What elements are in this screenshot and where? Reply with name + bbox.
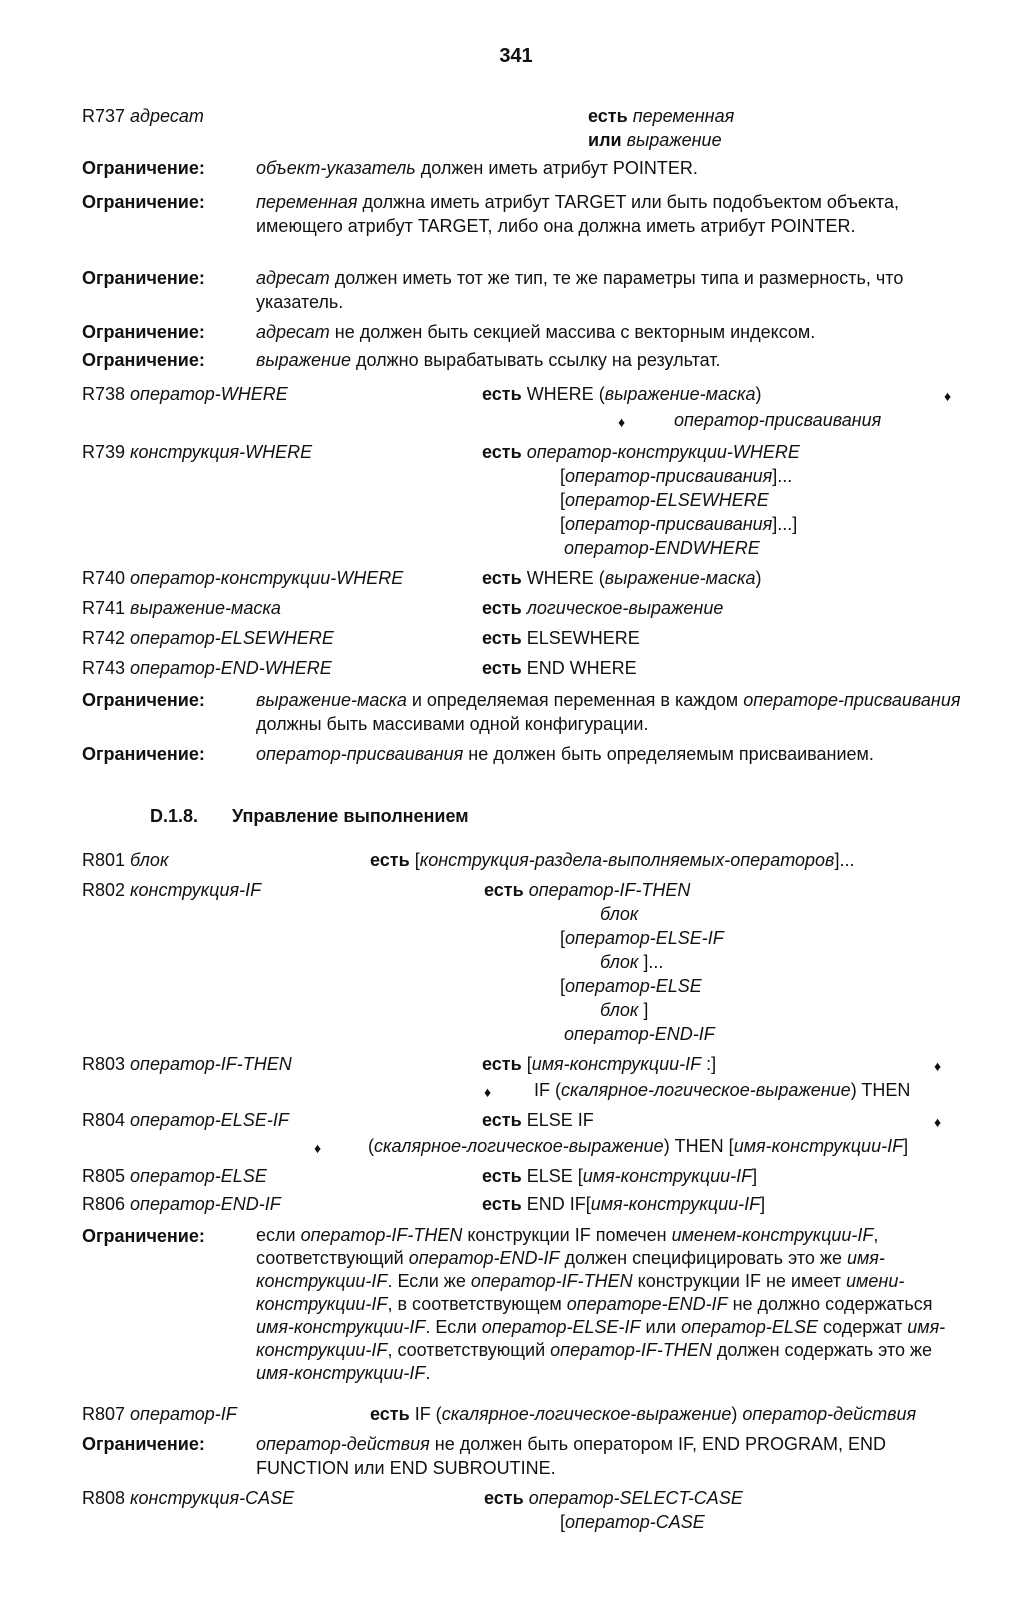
page-number: 341 <box>499 45 533 67</box>
constraint-label: Ограничение: <box>82 1226 205 1246</box>
keyword-est: есть <box>482 658 522 678</box>
continuation-diamond: ♦ <box>944 388 952 404</box>
rule-r739-rhs-line <box>560 512 797 536</box>
text: конструкции IF помечен <box>462 1225 672 1245</box>
rule-name: конструкция-WHERE <box>130 442 313 462</box>
rule-r739-rhs-line <box>560 488 769 512</box>
rule-r742-rhs <box>482 626 640 650</box>
continuation-diamond: ♦ <box>314 1140 322 1156</box>
text: не должен быть секцией массива с векторным индексом. <box>329 322 816 342</box>
bracket: ] <box>760 1194 766 1214</box>
bracket: [ <box>526 1054 532 1074</box>
rule-id: R807 <box>82 1404 126 1424</box>
rule-r738-rhs <box>482 382 762 406</box>
rule-id: R737 <box>82 106 126 126</box>
bracket: ] <box>903 1136 909 1156</box>
continuation-diamond: ♦ <box>618 414 626 430</box>
rule-r802-lhs <box>82 878 261 902</box>
keyword-est: есть <box>482 1054 522 1074</box>
constraint-label: Ограничение: <box>82 744 205 764</box>
term: операторе-присваивания <box>743 690 961 710</box>
rhs-term: выражение-маска <box>604 568 756 588</box>
rule-r740-rhs <box>482 566 762 590</box>
rule-r743-rhs <box>482 656 637 680</box>
constraint-label: Ограничение: <box>82 350 205 370</box>
constraint-text <box>256 1432 966 1480</box>
rule-id: R802 <box>82 880 126 900</box>
constraint-label: Ограничение: <box>82 690 205 710</box>
rhs-term: скалярное-логическое-выражение <box>561 1080 851 1100</box>
bracket: ] <box>638 1000 649 1020</box>
rhs-part: ( <box>368 1136 374 1156</box>
bracket: ]... <box>834 850 855 870</box>
term: оператор-IF-THEN <box>470 1271 633 1291</box>
keyword-est: есть <box>484 1488 524 1508</box>
constraint-label: Ограничение: <box>82 1434 205 1454</box>
term: имя-конструкции-IF <box>256 1248 885 1291</box>
rule-r739-rhs-line: оператор-ENDWHERE <box>564 538 760 558</box>
rule-r802-rhs <box>484 878 690 902</box>
rhs-term: имя-конструкции-IF <box>733 1136 904 1156</box>
rule-r803-rhs-cont <box>534 1078 910 1102</box>
rule-id: R740 <box>82 568 126 588</box>
rhs-part: ) <box>755 384 762 404</box>
rhs-term: оператор-IF-THEN <box>528 880 691 900</box>
text: , в соответствующем <box>387 1294 567 1314</box>
rule-name: блок <box>130 850 169 870</box>
rhs-term: оператор-ELSE-IF <box>565 928 724 948</box>
term: имя-конструкции-IF <box>256 1363 426 1383</box>
rule-id: R803 <box>82 1054 126 1074</box>
rule-r808-lhs <box>82 1486 294 1510</box>
term: операторе-END-IF <box>566 1294 728 1314</box>
term: имя-конструкции-IF <box>256 1317 946 1360</box>
rule-r739-rhs <box>482 440 800 464</box>
rhs-term: скалярное-логическое-выражение <box>374 1136 664 1156</box>
text: должен иметь атрибут POINTER. <box>415 158 698 178</box>
rule-id: R801 <box>82 850 126 870</box>
term: именем-конструкции-IF <box>671 1225 874 1245</box>
bracket: ]...] <box>772 514 798 534</box>
rule-name: оператор-WHERE <box>130 384 288 404</box>
section-number: D.1.8. <box>150 806 199 826</box>
rule-r806-lhs <box>82 1192 281 1216</box>
constraint-label: Ограничение: <box>82 322 205 342</box>
text: . <box>425 1363 431 1383</box>
rule-r802-rhs-line: блок <box>600 904 639 924</box>
rule-r738-rhs-cont: оператор-присваивания <box>674 410 882 430</box>
bracket: ]... <box>772 466 793 486</box>
continuation-diamond: ♦ <box>484 1084 492 1100</box>
rhs-part: ) <box>731 1404 743 1424</box>
text: , соответствующий <box>387 1340 551 1360</box>
rhs-term: оператор-ELSEWHERE <box>565 490 769 510</box>
rule-name: оператор-ELSE-IF <box>130 1110 289 1130</box>
text: или <box>640 1317 682 1337</box>
text: должен иметь тот же тип, те же параметры типа и размерность, что указатель. <box>256 268 904 312</box>
constraint-text <box>256 320 966 344</box>
bracket: ] <box>752 1166 758 1186</box>
rule-id: R808 <box>82 1488 126 1508</box>
constraint-label: Ограничение: <box>82 192 205 212</box>
rule-r802-rhs-line <box>560 974 702 998</box>
rhs-term: оператор-присваивания <box>565 466 773 486</box>
keyword-est: есть <box>482 1194 522 1214</box>
rule-name: конструкция-IF <box>130 880 262 900</box>
term: выражение-маска <box>256 690 407 710</box>
text: . Если же <box>387 1271 471 1291</box>
rule-r737-rhs1 <box>588 104 734 128</box>
rhs-part: END IF[ <box>526 1194 591 1214</box>
keyword-est: есть <box>482 442 522 462</box>
term: адресат <box>256 322 330 342</box>
term: оператор-IF-THEN <box>300 1225 463 1245</box>
constraint-text <box>256 1224 966 1385</box>
rule-rhs: выражение <box>626 130 722 150</box>
term: имя-конструкции-IF <box>256 1317 426 1337</box>
text: не должно содержаться <box>727 1294 933 1314</box>
keyword-est: есть <box>482 1166 522 1186</box>
rhs-term: имя-конструкции-IF <box>590 1194 761 1214</box>
text: если <box>256 1225 301 1245</box>
rule-id: R738 <box>82 384 126 404</box>
keyword-est: есть <box>370 850 410 870</box>
rule-r803-lhs <box>82 1052 292 1076</box>
rule-r802-rhs-line <box>600 950 663 974</box>
rhs-part: ) THEN <box>850 1080 911 1100</box>
rule-r807-lhs <box>82 1402 237 1426</box>
bracket: [ <box>560 1512 566 1532</box>
rule-r737-lhs <box>82 104 204 128</box>
rhs-part: WHERE ( <box>526 384 605 404</box>
bracket: [ <box>560 466 566 486</box>
rule-id: R804 <box>82 1110 126 1130</box>
constraint-text <box>256 156 966 180</box>
rule-r802-rhs-line: оператор-END-IF <box>564 1024 715 1044</box>
rule-name: конструкция-CASE <box>130 1488 295 1508</box>
rule-id: R743 <box>82 658 126 678</box>
text: , соответствующий <box>256 1225 879 1268</box>
keyword-est: есть <box>482 568 522 588</box>
text: конструкции IF не имеет <box>632 1271 847 1291</box>
term: оператор-IF-THEN <box>550 1340 712 1360</box>
text: должен содержать это же <box>711 1340 933 1360</box>
text: . Если <box>425 1317 482 1337</box>
rule-id: R805 <box>82 1166 126 1186</box>
term: адресат <box>256 268 330 288</box>
rule-r802-rhs-line <box>560 926 724 950</box>
text: и определяемая переменная в каждом <box>406 690 744 710</box>
constraint-text <box>256 348 966 372</box>
bracket: [ <box>560 976 566 996</box>
rule-r803-rhs <box>482 1052 716 1076</box>
rhs-term: скалярное-логическое-выражение <box>441 1404 732 1424</box>
bracket: [ <box>560 928 566 948</box>
rhs-term: имя-конструкции-IF <box>582 1166 753 1186</box>
rule-r739-lhs <box>82 440 312 464</box>
constraint-text <box>256 688 966 736</box>
rule-r808-rhs <box>484 1486 743 1510</box>
rule-name: оператор-IF-THEN <box>130 1054 292 1074</box>
keyword-est: есть <box>482 1110 522 1130</box>
text: не должен быть оператором IF, END PROGRAM, END FUNCTION или END SUBROUTINE. <box>256 1434 887 1478</box>
rhs-part: ) THEN [ <box>663 1136 734 1156</box>
term: имени-конструкции-IF <box>256 1271 905 1314</box>
rhs-part: ELSEWHERE <box>526 628 640 648</box>
rule-r741-lhs <box>82 596 281 620</box>
rule-id: R806 <box>82 1194 126 1214</box>
constraint-label: Ограничение: <box>82 268 205 288</box>
rhs-term: оператор-CASE <box>565 1512 705 1532</box>
term: объект-указатель <box>256 158 416 178</box>
text: должна иметь атрибут TARGET или быть подобъектом объекта, имеющего атрибут TARGET, либо она должна иметь атрибут POINTER. <box>256 192 899 236</box>
rhs-term: блок <box>600 952 639 972</box>
text: не должен быть определяемым присваиванием. <box>463 744 874 764</box>
rule-r742-lhs <box>82 626 334 650</box>
rule-id: R741 <box>82 598 126 618</box>
rule-r737-rhs2 <box>588 128 722 152</box>
term: оператор-END-IF <box>408 1248 560 1268</box>
rhs-part: END WHERE <box>526 658 637 678</box>
keyword-est: есть <box>482 384 522 404</box>
constraint-text <box>256 266 966 314</box>
rule-r743-lhs <box>82 656 332 680</box>
keyword-est: есть <box>370 1404 410 1424</box>
rhs-term: оператор-ELSE <box>565 976 702 996</box>
rule-r802-rhs-line <box>600 998 648 1022</box>
keyword-ili: или <box>588 130 622 150</box>
rhs-term: оператор-SELECT-CASE <box>528 1488 743 1508</box>
rule-r804-rhs-cont <box>368 1134 908 1158</box>
rule-name: оператор-END-IF <box>130 1194 281 1214</box>
rule-r741-rhs <box>482 596 723 620</box>
rule-name: оператор-конструкции-WHERE <box>130 568 404 588</box>
constraint-text <box>256 742 966 766</box>
term: переменная <box>256 192 358 212</box>
rule-name: адресат <box>130 106 204 126</box>
rule-r804-rhs <box>482 1108 594 1132</box>
rule-id: R739 <box>82 442 126 462</box>
constraint-label: Ограничение: <box>82 158 205 178</box>
rule-r738-lhs <box>82 382 288 406</box>
text: содержат <box>817 1317 908 1337</box>
rule-name: оператор-ELSE <box>130 1166 267 1186</box>
rhs-part: IF ( <box>534 1080 561 1100</box>
constraint-text <box>256 190 966 238</box>
rule-r805-rhs <box>482 1164 757 1188</box>
text: должны быть массивами одной конфигурации. <box>256 714 649 734</box>
bracket: [ <box>560 514 566 534</box>
rule-name: оператор-IF <box>130 1404 237 1424</box>
rule-rhs: переменная <box>632 106 735 126</box>
rule-r801-rhs <box>370 848 854 872</box>
rhs-part: ELSE IF <box>526 1110 594 1130</box>
term: оператор-действия <box>256 1434 430 1454</box>
continuation-diamond: ♦ <box>934 1058 942 1074</box>
section-title: Управление выполнением <box>232 806 469 826</box>
rule-name: выражение-маска <box>130 598 281 618</box>
rhs-term: блок <box>600 1000 639 1020</box>
rule-r806-rhs <box>482 1192 765 1216</box>
text: должно вырабатывать ссылку на результат. <box>350 350 721 370</box>
rhs-term: имя-конструкции-IF <box>531 1054 702 1074</box>
rule-r808-rhs-line <box>560 1510 705 1534</box>
bracket: [ <box>414 850 420 870</box>
rhs-term: оператор-присваивания <box>565 514 773 534</box>
term: выражение <box>256 350 351 370</box>
rhs-part: ) <box>755 568 762 588</box>
term: оператор-присваивания <box>256 744 464 764</box>
rule-r805-lhs <box>82 1164 267 1188</box>
rule-r740-lhs <box>82 566 403 590</box>
rule-r739-rhs-line <box>560 464 792 488</box>
rhs-term: выражение-маска <box>604 384 756 404</box>
bracket: [ <box>560 490 566 510</box>
rhs-part: WHERE ( <box>526 568 605 588</box>
rule-name: оператор-END-WHERE <box>130 658 332 678</box>
bracket: :] <box>701 1054 717 1074</box>
rule-r807-rhs <box>370 1402 916 1426</box>
continuation-diamond: ♦ <box>934 1114 942 1130</box>
keyword-est: есть <box>484 880 524 900</box>
rhs-term: оператор-действия <box>742 1404 917 1424</box>
rule-id: R742 <box>82 628 126 648</box>
rhs-term: конструкция-раздела-выполняемых-операторов <box>419 850 835 870</box>
rule-r804-lhs <box>82 1108 289 1132</box>
keyword-est: есть <box>588 106 628 126</box>
bracket: ]... <box>638 952 664 972</box>
rhs-part: ELSE [ <box>526 1166 583 1186</box>
keyword-est: есть <box>482 628 522 648</box>
rule-r801-lhs <box>82 848 168 872</box>
rhs-term: оператор-конструкции-WHERE <box>526 442 800 462</box>
term: оператор-ELSE-IF <box>481 1317 641 1337</box>
term: оператор-ELSE <box>681 1317 818 1337</box>
text: должен специфицировать это же <box>559 1248 847 1268</box>
rule-name: оператор-ELSEWHERE <box>130 628 334 648</box>
rhs-term: логическое-выражение <box>526 598 724 618</box>
keyword-est: есть <box>482 598 522 618</box>
rhs-part: IF ( <box>414 1404 442 1424</box>
